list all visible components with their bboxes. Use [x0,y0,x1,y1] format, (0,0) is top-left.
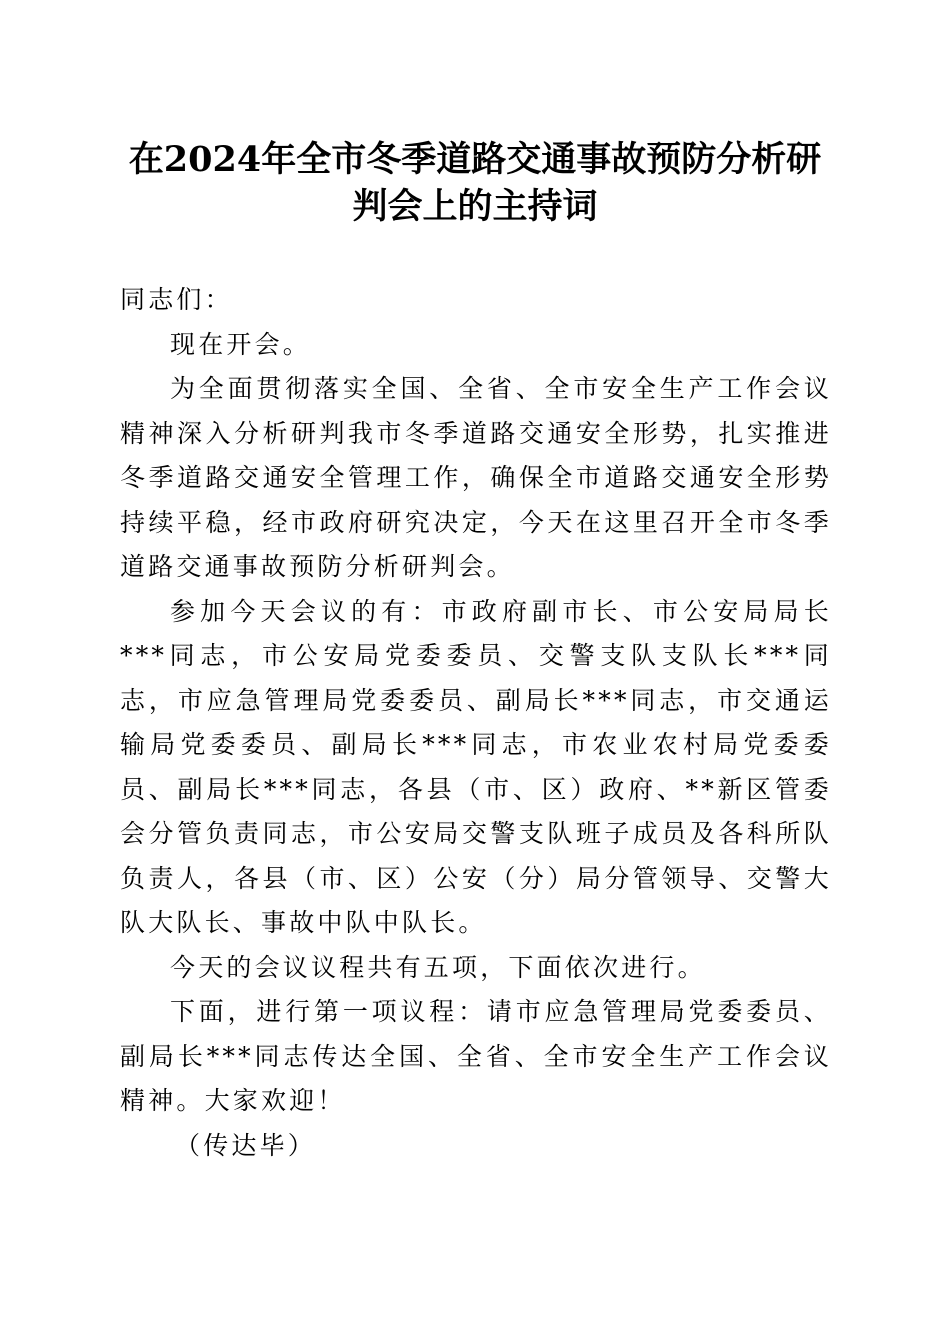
paragraph-opening: 现在开会。 [170,329,312,359]
title-line-2: 判会上的主持词 [352,186,598,227]
paragraph-first-item: 下面，进行第一项议程：请市应急管理局党委委员、副局长***同志传达全国、全省、全市安全生产工作会议精神。大家欢迎！ [120,997,832,1115]
document-title [110,136,840,230]
stage-note: （传达毕） [175,1130,317,1160]
title-line-1: 在2024年全市冬季道路交通事故预防分析研 [128,139,822,180]
document-body [120,278,832,1168]
salutation: 同志们： [120,285,233,314]
paragraph-attendees: 参加今天会议的有：市政府副市长、市公安局局长***同志，市公安局党委委员、交警支队支队长***同志，市应急管理局党委委员、副局长***同志，市交通运输局党委委员、副局长***同志，市农业农村局党委委员、副局长***同志，各县（市、区）政府、**新区管委会分管负责同志，市公安局交警支队班子成员及各科所队负责人，各县（市、区）公安（分）局分管领导、交警大队大队长、事故中队中队长。 [120,596,832,937]
paragraph-purpose: 为全面贯彻落实全国、全省、全市安全生产工作会议精神深入分析研判我市冬季道路交通安全形势，扎实推进冬季道路交通安全管理工作，确保全市道路交通安全形势持续平稳，经市政府研究决定，今天在这里召开全市冬季道路交通事故预防分析研判会。 [120,374,832,581]
paragraph-agenda: 今天的会议议程共有五项，下面依次进行。 [170,952,706,982]
